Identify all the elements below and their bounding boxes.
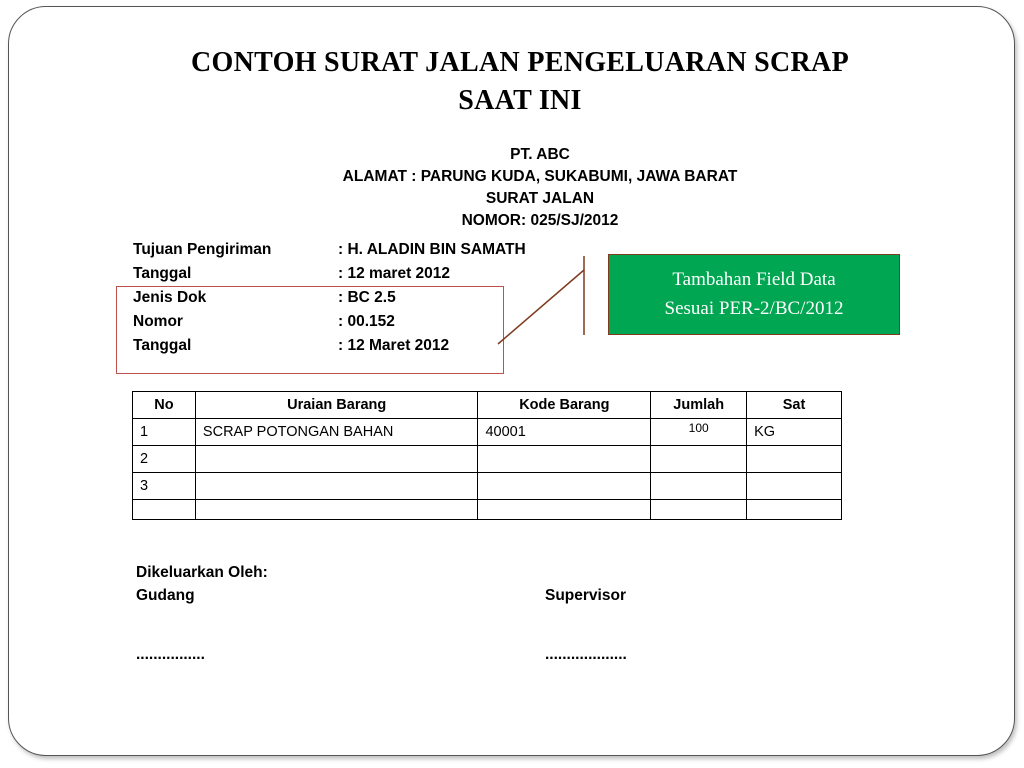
cell-jumlah: 100: [651, 419, 747, 446]
field-label: Tanggal: [133, 265, 192, 282]
callout-note: [608, 254, 900, 335]
cell-no: [133, 500, 196, 520]
cell-sat: [747, 446, 842, 473]
field-value: : 00.152: [338, 313, 395, 330]
header-kode-barang: Kode Barang: [478, 392, 651, 419]
cell-no: 3: [133, 473, 196, 500]
note-line-2: Sesuai PER-2/BC/2012: [664, 298, 844, 319]
signature-right: [545, 584, 627, 666]
note-line-1: Tambahan Field Data: [672, 269, 836, 290]
cell-kode: [478, 500, 651, 520]
cell-jumlah: [651, 446, 747, 473]
field-value: : 12 Maret 2012: [338, 337, 450, 354]
cell-no: 1: [133, 419, 196, 446]
company-name: PT. ABC: [510, 146, 570, 163]
company-address: ALAMAT : PARUNG KUDA, SUKABUMI, JAWA BARAT: [342, 168, 738, 185]
title-line-1: CONTOH SURAT JALAN PENGELUARAN SCRAP: [191, 47, 849, 78]
field-value: : 12 maret 2012: [338, 265, 451, 282]
document-type: SURAT JALAN: [485, 190, 595, 207]
connector-diagonal-line: [498, 270, 584, 344]
header-no: No: [133, 392, 196, 419]
header-jumlah: Jumlah: [651, 392, 747, 419]
field-label: Tujuan Pengiriman: [133, 241, 272, 258]
cell-jumlah: [651, 473, 747, 500]
header-uraian-barang: Uraian Barang: [195, 392, 478, 419]
gudang-label: Gudang: [136, 587, 195, 604]
field-label: Nomor: [133, 313, 183, 330]
header-sat: Sat: [747, 392, 842, 419]
cell-kode: [478, 473, 651, 500]
field-value: : H. ALADIN BIN SAMATH: [338, 241, 526, 258]
supervisor-signature-line: ...................: [545, 646, 627, 663]
field-label: Jenis Dok: [133, 289, 207, 306]
cell-kode: 40001: [478, 419, 651, 446]
cell-sat: [747, 500, 842, 520]
cell-uraian: [195, 500, 478, 520]
cell-no: 2: [133, 446, 196, 473]
cell-sat: [747, 473, 842, 500]
field-label: Tanggal: [133, 337, 192, 354]
cell-uraian: [195, 446, 478, 473]
table-header-row: [133, 392, 842, 419]
cell-uraian: SCRAP POTONGAN BAHAN: [195, 419, 478, 446]
table-row: [133, 473, 842, 500]
cell-kode: [478, 446, 651, 473]
supervisor-label: Supervisor: [545, 587, 626, 604]
document-number: NOMOR: 025/SJ/2012: [461, 212, 619, 229]
cell-sat: KG: [747, 419, 842, 446]
table-row: [133, 500, 842, 520]
cell-jumlah: [651, 500, 747, 520]
field-value: : BC 2.5: [338, 289, 396, 306]
cell-uraian: [195, 473, 478, 500]
issued-by-label: Dikeluarkan Oleh:: [136, 564, 268, 581]
gudang-signature-line: ................: [136, 646, 205, 663]
table-row: [133, 446, 842, 473]
table-row: [133, 419, 842, 446]
items-table: [132, 391, 842, 520]
signature-left: [136, 561, 268, 666]
title-line-2: SAAT INI: [458, 85, 582, 116]
